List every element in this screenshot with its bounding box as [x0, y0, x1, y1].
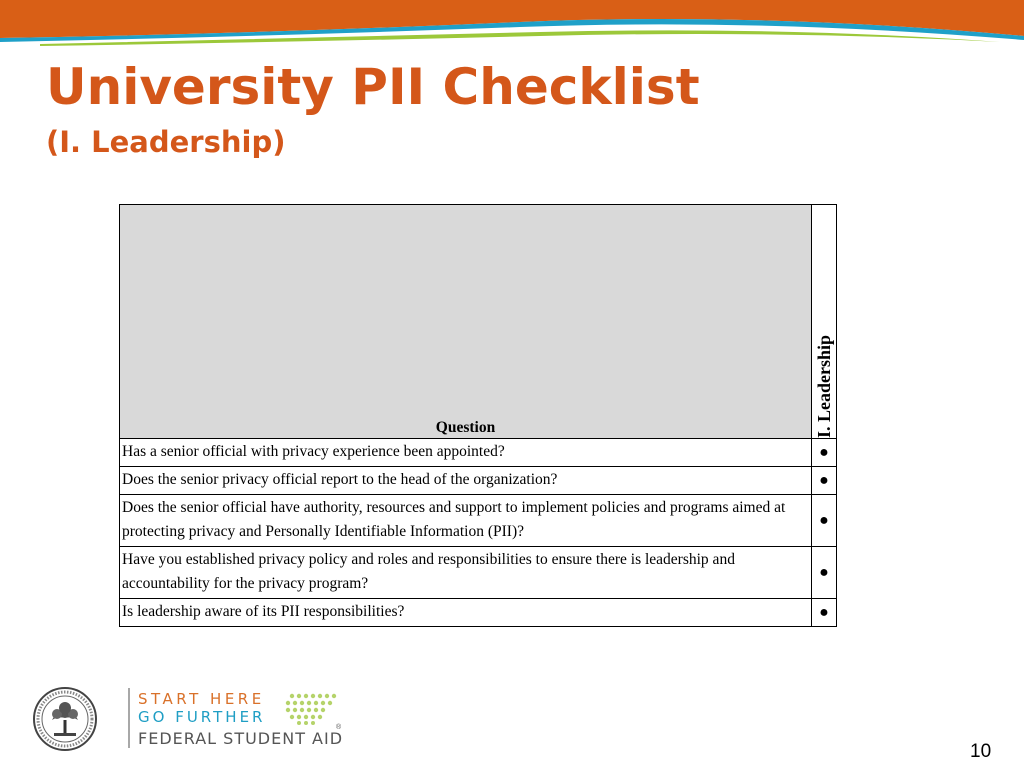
header-banner [0, 0, 1024, 52]
logo-federal-student-aid: FEDERAL STUDENT AID [138, 729, 344, 748]
question-cell: Does the senior privacy official report to the head of the organization? [120, 467, 812, 495]
question-cell: Have you established privacy policy and roles and responsibilities to ensure there is leadership and accountability for the privacy program? [120, 547, 812, 599]
page-subtitle: (I. Leadership) [46, 125, 286, 159]
table-row [120, 467, 837, 495]
table-row [120, 547, 837, 599]
table-row [120, 439, 837, 467]
table-header-row [120, 205, 837, 439]
page-title: University PII Checklist [46, 58, 700, 116]
question-column-header: Question [120, 205, 812, 439]
table-row [120, 599, 837, 627]
bullet-mark: ● [812, 599, 837, 627]
question-cell: Is leadership aware of its PII responsibilities? [120, 599, 812, 627]
logo-go-further: GO FURTHER [138, 708, 266, 726]
logo-divider [128, 688, 130, 748]
bullet-mark: ● [812, 439, 837, 467]
pii-checklist-table [119, 204, 837, 627]
question-cell: Has a senior official with privacy experience been appointed? [120, 439, 812, 467]
department-of-education-seal-icon [32, 686, 98, 752]
table-row [120, 495, 837, 547]
bullet-mark: ● [812, 495, 837, 547]
question-cell: Does the senior official have authority, resources and support to implement policies and programs aimed at protecting privacy and Personally Identifiable Information (PII)? [120, 495, 812, 547]
logo-dots-graphic [258, 692, 342, 726]
leadership-column-label: I. Leadership [814, 334, 834, 438]
federal-student-aid-logo [32, 686, 352, 752]
logo-start-here: START HERE [138, 690, 265, 708]
page-number: 10 [970, 741, 992, 762]
registered-mark: ® [336, 724, 342, 731]
bullet-mark: ● [812, 547, 837, 599]
leadership-column-header [812, 205, 837, 439]
bullet-mark: ● [812, 467, 837, 495]
